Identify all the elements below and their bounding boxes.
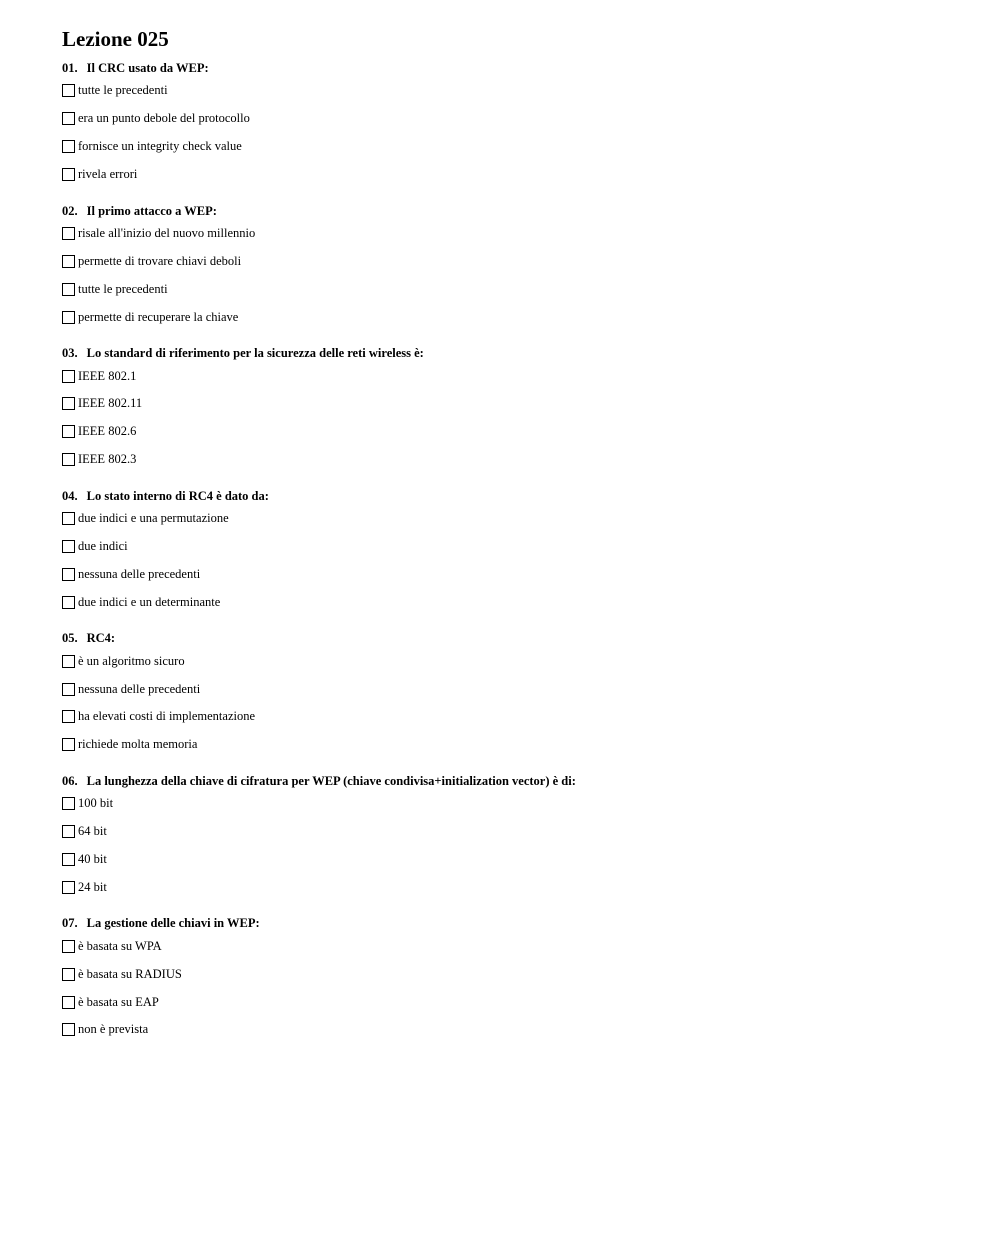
answer-label: IEEE 802.3 <box>78 452 137 467</box>
question-2 <box>62 202 962 332</box>
answer-label: IEEE 802.6 <box>78 424 137 439</box>
answer-option[interactable] <box>62 846 962 874</box>
checkbox-icon[interactable] <box>62 540 75 553</box>
answer-label: è basata su RADIUS <box>78 966 182 981</box>
answer-option[interactable] <box>62 988 962 1016</box>
checkbox-icon[interactable] <box>62 140 75 153</box>
checkbox-icon[interactable] <box>62 112 75 125</box>
answer-option[interactable] <box>62 731 962 759</box>
checkbox-icon[interactable] <box>62 655 75 668</box>
answer-option[interactable] <box>62 133 962 161</box>
answer-label: 40 bit <box>78 852 107 867</box>
checkbox-icon[interactable] <box>62 1023 75 1036</box>
answer-label: IEEE 802.1 <box>78 368 137 383</box>
answer-label: richiede molta memoria <box>78 737 198 752</box>
question-text: Il CRC usato da WEP: <box>86 61 209 75</box>
answer-options <box>62 932 962 1044</box>
page-title: Lezione 025 <box>62 27 169 51</box>
answer-options <box>62 77 962 189</box>
question-number: 07. <box>62 916 78 931</box>
answer-option[interactable] <box>62 675 962 703</box>
answer-option[interactable] <box>62 790 962 818</box>
question-4 <box>62 487 962 617</box>
answer-option[interactable] <box>62 446 962 474</box>
question-header <box>62 202 962 220</box>
checkbox-icon[interactable] <box>62 853 75 866</box>
answer-options <box>62 790 962 902</box>
answer-option[interactable] <box>62 161 962 189</box>
question-text: La gestione delle chiavi in WEP: <box>86 916 260 931</box>
answer-option[interactable] <box>62 932 962 960</box>
question-number: 04. <box>62 488 78 503</box>
answer-label: tutte le precedenti <box>78 281 168 296</box>
answer-option[interactable] <box>62 418 962 446</box>
answer-option[interactable] <box>62 247 962 275</box>
question-1 <box>62 59 962 189</box>
question-number: 02. <box>62 203 78 218</box>
answer-option[interactable] <box>62 818 962 846</box>
question-text: Lo standard di riferimento per la sicurezza delle reti wireless è: <box>86 346 424 361</box>
answer-label: fornisce un integrity check value <box>78 139 242 154</box>
question-text: Lo stato interno di RC4 è dato da: <box>86 488 269 503</box>
answer-label: 100 bit <box>78 796 114 811</box>
answer-label: tutte le precedenti <box>78 83 168 98</box>
answer-label: permette di trovare chiavi deboli <box>78 253 242 268</box>
checkbox-icon[interactable] <box>62 425 75 438</box>
question-header <box>62 487 962 505</box>
answer-option[interactable] <box>62 275 962 303</box>
question-number: 03. <box>62 346 78 361</box>
checkbox-icon[interactable] <box>62 255 75 268</box>
question-number: 05. <box>62 631 78 646</box>
answer-option[interactable] <box>62 77 962 105</box>
answer-label: nessuna delle precedenti <box>78 566 201 581</box>
answer-label: due indici e un determinante <box>78 594 221 609</box>
answer-options <box>62 647 962 759</box>
answer-option[interactable] <box>62 960 962 988</box>
question-text: RC4: <box>86 631 116 646</box>
checkbox-icon[interactable] <box>62 738 75 751</box>
checkbox-icon[interactable] <box>62 311 75 324</box>
checkbox-icon[interactable] <box>62 512 75 525</box>
question-7 <box>62 914 962 1044</box>
answer-option[interactable] <box>62 588 962 616</box>
answer-label: 24 bit <box>78 879 107 894</box>
checkbox-icon[interactable] <box>62 453 75 466</box>
answer-option[interactable] <box>62 703 962 731</box>
checkbox-icon[interactable] <box>62 227 75 240</box>
checkbox-icon[interactable] <box>62 683 75 696</box>
answer-option[interactable] <box>62 303 962 331</box>
question-header <box>62 772 962 790</box>
quiz-page <box>62 26 962 1044</box>
answer-options <box>62 220 962 332</box>
answer-label: era un punto debole del protocollo <box>78 111 250 126</box>
answer-option[interactable] <box>62 220 962 248</box>
answer-options <box>62 362 962 474</box>
answer-label: permette di recuperare la chiave <box>78 309 239 324</box>
question-header <box>62 344 962 362</box>
question-number: 01. <box>62 61 78 75</box>
checkbox-icon[interactable] <box>62 940 75 953</box>
answer-label: due indici e una permutazione <box>78 511 229 526</box>
checkbox-icon[interactable] <box>62 596 75 609</box>
answer-label: è basata su EAP <box>78 994 159 1009</box>
answer-label: risale all'inizio del nuovo millennio <box>78 226 256 240</box>
answer-option[interactable] <box>62 873 962 901</box>
question-number: 06. <box>62 773 78 788</box>
answer-label: è basata su WPA <box>78 938 162 953</box>
answer-label: non è prevista <box>78 1022 149 1037</box>
checkbox-icon[interactable] <box>62 568 75 581</box>
checkbox-icon[interactable] <box>62 283 75 296</box>
checkbox-icon[interactable] <box>62 968 75 981</box>
question-header <box>62 59 962 77</box>
answer-option[interactable] <box>62 390 962 418</box>
answer-options <box>62 505 962 617</box>
answer-option[interactable] <box>62 505 962 533</box>
checkbox-icon[interactable] <box>62 710 75 723</box>
answer-option[interactable] <box>62 560 962 588</box>
question-text: La lunghezza della chiave di cifratura per WEP (chiave condivisa+initialization vector) è di: <box>86 773 576 788</box>
checkbox-icon[interactable] <box>62 84 75 97</box>
answer-option[interactable] <box>62 105 962 133</box>
answer-label: nessuna delle precedenti <box>78 681 201 696</box>
question-header <box>62 629 962 647</box>
answer-label: è un algoritmo sicuro <box>78 653 185 668</box>
checkbox-icon[interactable] <box>62 168 75 181</box>
answer-option[interactable] <box>62 362 962 390</box>
answer-label: rivela errori <box>78 167 138 182</box>
question-text: Il primo attacco a WEP: <box>86 203 217 218</box>
checkbox-icon[interactable] <box>62 797 75 810</box>
answer-label: IEEE 802.11 <box>78 396 143 411</box>
checkbox-icon[interactable] <box>62 370 75 383</box>
checkbox-icon[interactable] <box>62 397 75 410</box>
answer-option[interactable] <box>62 1016 962 1044</box>
answer-label: 64 bit <box>78 824 107 839</box>
question-3 <box>62 344 962 474</box>
question-6 <box>62 772 962 902</box>
answer-option[interactable] <box>62 533 962 561</box>
answer-label: ha elevati costi di implementazione <box>78 709 256 724</box>
checkbox-icon[interactable] <box>62 881 75 894</box>
question-header <box>62 914 962 932</box>
answer-label: due indici <box>78 539 128 554</box>
question-list <box>62 59 962 1044</box>
question-5 <box>62 629 962 759</box>
checkbox-icon[interactable] <box>62 996 75 1009</box>
answer-option[interactable] <box>62 647 962 675</box>
checkbox-icon[interactable] <box>62 825 75 838</box>
